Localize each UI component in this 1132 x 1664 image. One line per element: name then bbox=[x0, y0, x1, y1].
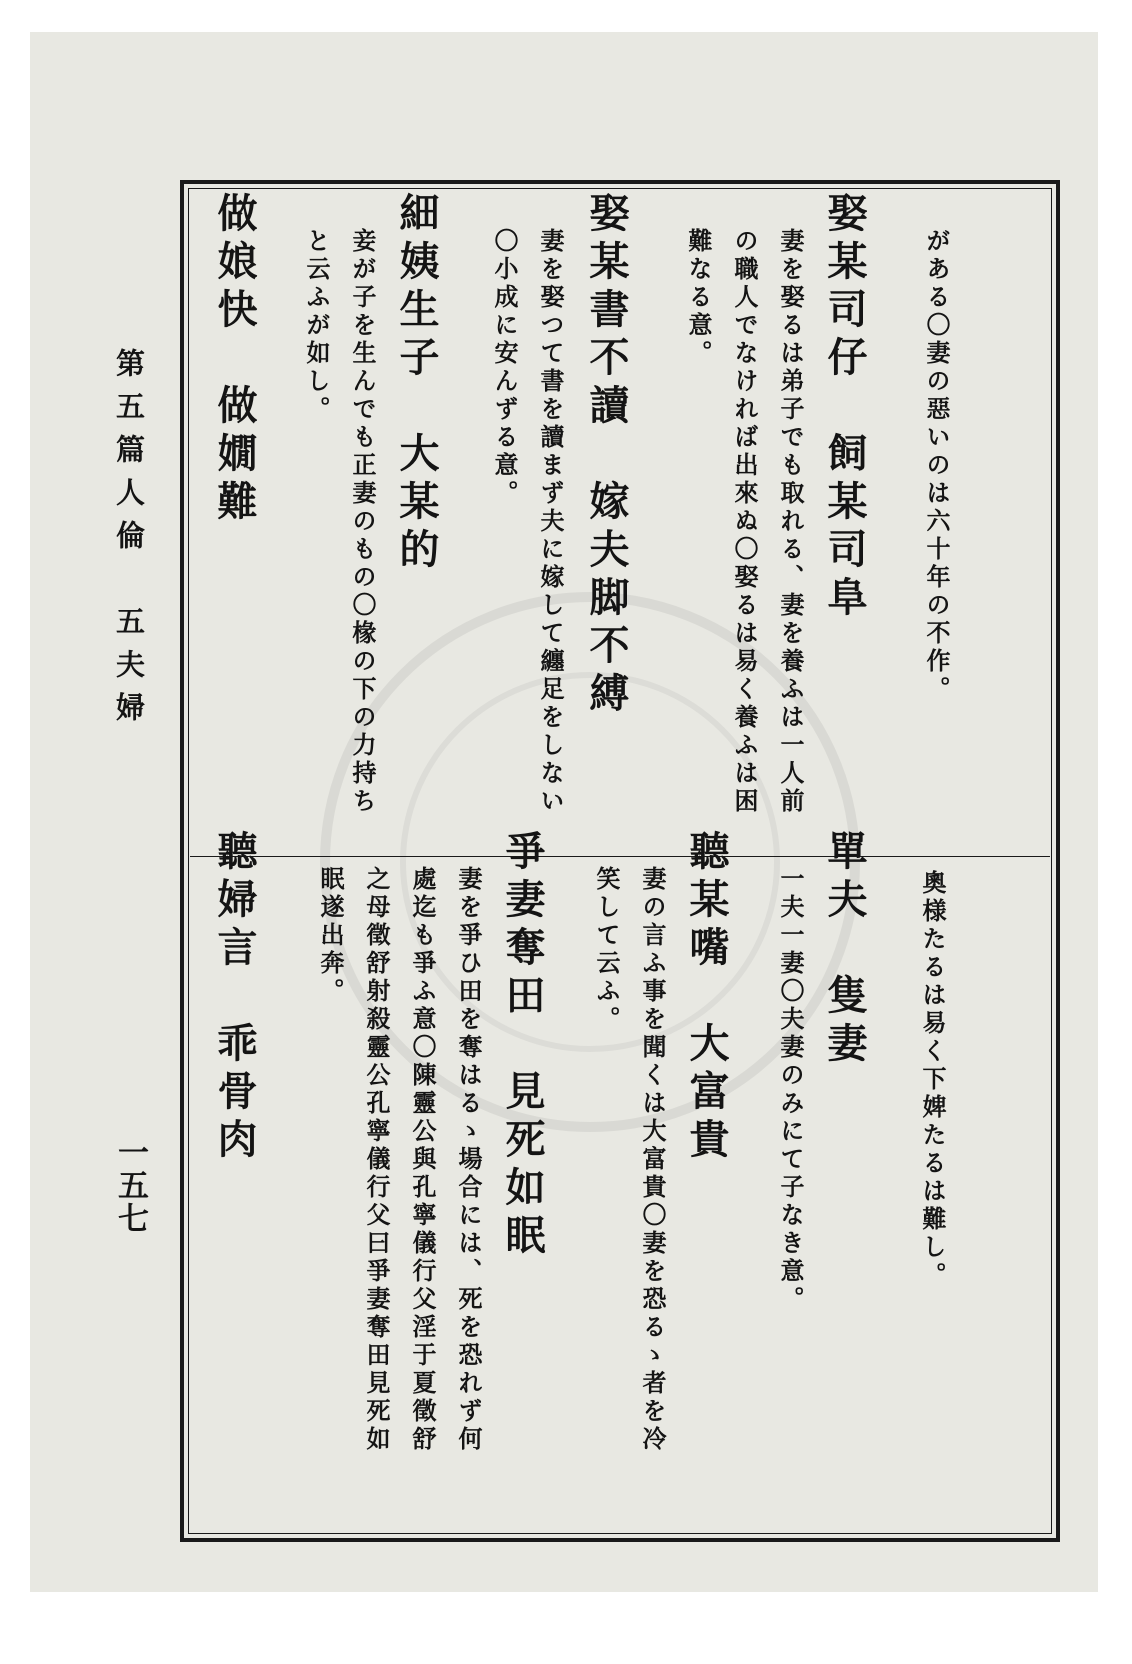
proverb-heading: 單夫 隻妻 bbox=[821, 830, 868, 1070]
text-line: の職人でなければ出來ぬ〇娶るは易く養ふは困 bbox=[730, 228, 759, 816]
text-line: 妻の言ふ事を聞くは大富貴〇妻を恐るゝ者を冷 bbox=[638, 866, 667, 1454]
proverb-heading: 聽婦言 乖骨肉 bbox=[211, 830, 258, 1166]
text-line: 妻を爭ひ田を奪はるゝ場合には、死を恐れず何 bbox=[454, 866, 483, 1454]
proverb-heading: 聽某嘴 大富貴 bbox=[683, 830, 730, 1166]
text-line: と云ふが如し。 bbox=[302, 228, 331, 424]
proverb-heading: 娶某書不讀 嫁夫脚不縛 bbox=[583, 192, 630, 720]
text-line: 一夫一妻〇夫妻のみにて子なき意。 bbox=[776, 866, 805, 1314]
text-line: 妾が子を生んでも正妻のもの〇椽の下の力持ち bbox=[348, 228, 377, 816]
text-line: 處迄も爭ふ意〇陳靈公與孔寧儀行父淫于夏徵舒 bbox=[408, 866, 437, 1454]
running-title: 第五篇人倫 五夫婦 bbox=[112, 348, 146, 735]
scanned-page bbox=[30, 32, 1098, 1592]
text-line: 之母徵舒射殺靈公孔寧儀行父曰爭妻奪田見死如 bbox=[362, 866, 391, 1454]
text-line: 難なる意。 bbox=[684, 228, 713, 368]
text-line: 奧様たるは易く下婢たるは難し。 bbox=[918, 870, 947, 1290]
text-line: がある〇妻の惡いのは六十年の不作。 bbox=[922, 228, 951, 704]
page-number: 一五七 bbox=[112, 1136, 148, 1235]
text-line: 〇小成に安んずる意。 bbox=[490, 228, 519, 508]
text-line: 眠遂出奔。 bbox=[316, 866, 345, 1006]
text-line: 妻を娶るは弟子でも取れる、妻を養ふは一人前 bbox=[776, 228, 805, 816]
proverb-heading: 爭妻奪田 見死如眠 bbox=[499, 830, 546, 1262]
section-divider bbox=[190, 856, 1050, 857]
proverb-heading: 娶某司仔 飼某司阜 bbox=[821, 192, 868, 624]
proverb-heading: 細姨生子 大某的 bbox=[393, 192, 440, 576]
proverb-heading: 做娘快 做嫺難 bbox=[211, 192, 258, 528]
text-line: 妻を娶つて書を讀まず夫に嫁して纏足をしない bbox=[536, 228, 565, 816]
text-line: 笑して云ふ。 bbox=[592, 866, 621, 1034]
